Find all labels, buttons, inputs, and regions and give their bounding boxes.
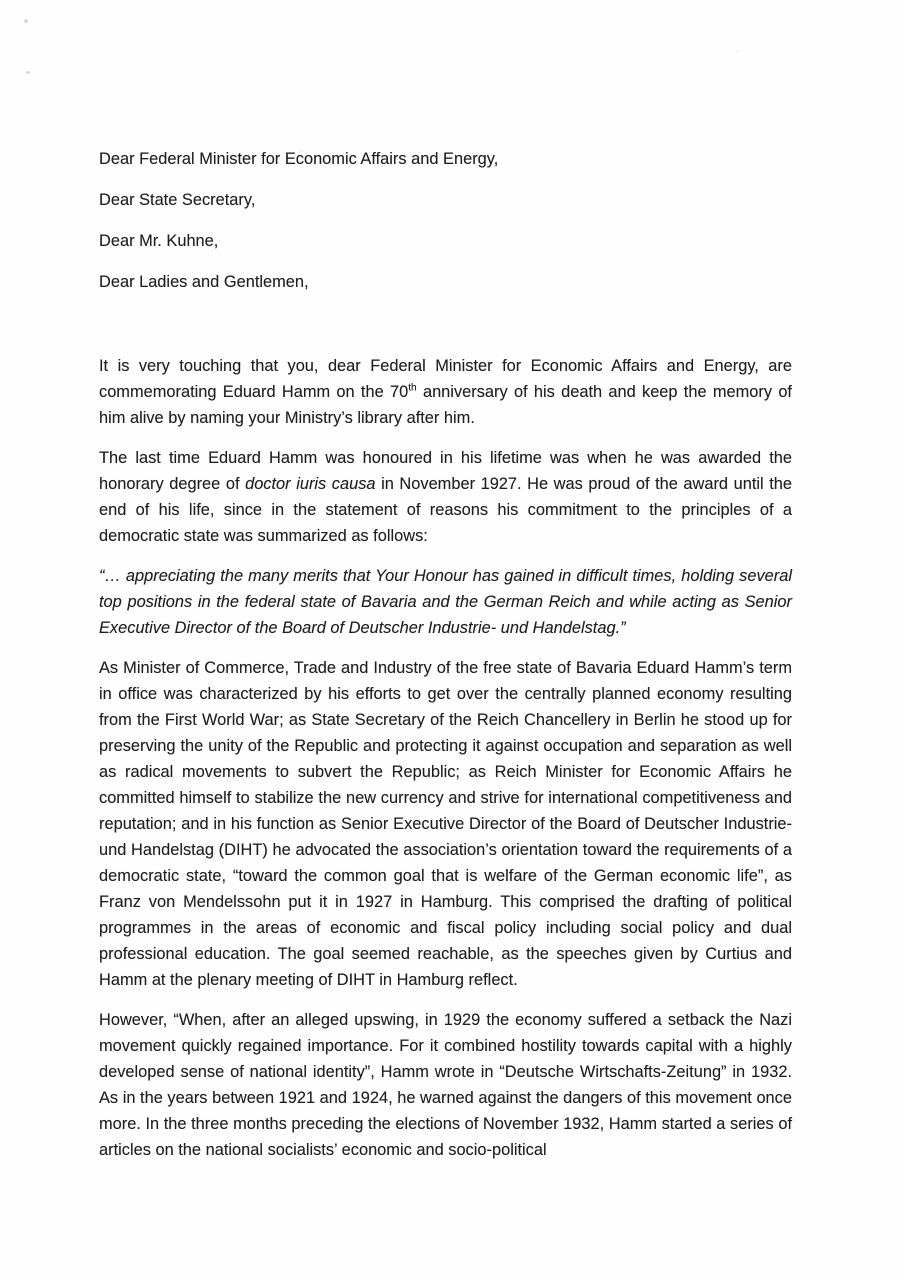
text-run: in November 1927. He was proud of the award until the end of his life, since in the statement of reasons his commitment to the principles of a democratic state was summarized as follows:: [99, 475, 793, 545]
text-run: anniversary of his death and keep the memory of him alive by naming your Ministry’s library after him.: [99, 383, 792, 427]
text-run: As Minister of Commerce, Trade and Industry of the free state of Bavaria Eduard Hamm’s term in office was characterized by his efforts to get over the centrally planned economy resulting from the First World War; as State Secretary of the Reich Chancellery in Berlin he stood up for preserving the unity of the Republic and protecting it against occupation and separation as well as radical movements to subvert the Republic; as Reich Minister for Economic Affairs he committed himself to stabilize the new currency and strive for international competitiveness and reputation; and in his function as Senior Executive Director of the Board of Deutscher Industrie- und Handelstag (DIHT) he advocated the association’s orientation toward the requirements of a democratic state, “toward the common goal that is welfare of the German economic life”, as Franz von Mendelssohn put it in 1927 in Hamburg. This comprised the drafting of political programmes in the areas of economic and fiscal policy including social policy and dual professional education. The goal seemed reachable, as the speeches given by Curtius and Hamm at the plenary meeting of DIHT in Hamburg reflect.: [99, 659, 792, 989]
text-run: It is very touching that you, dear Federal Minister for Economic Affairs and Energy, are commemorating Eduard Hamm on the 70: [99, 357, 792, 401]
paragraph: [99, 655, 792, 993]
paragraph: [99, 353, 792, 431]
salutation-line: Dear State Secretary,: [99, 191, 256, 209]
salutation-line: Dear Mr. Kuhne,: [99, 232, 219, 250]
paragraph: [99, 445, 792, 549]
paragraph: [99, 563, 792, 641]
scan-speckle: [736, 50, 738, 52]
italic-text: doctor iuris causa: [245, 475, 376, 493]
text-run: The last time Eduard Hamm was honoured in his lifetime was when he was awarded the honorary degree of: [99, 449, 792, 493]
text-run: However, “When, after an alleged upswing, in 1929 the economy suffered a setback the Nazi movement quickly regained importance. For it combined hostility towards capital with a highly developed sense of national identity”, Hamm wrote in “Deutsche Wirtschafts-Zeitung” in 1932. As in the years between 1921 and 1924, he warned against the dangers of this movement once more. In the three months preceding the elections of November 1932, Hamm started a series of articles on the national socialists’ economic and socio-political: [99, 1011, 792, 1159]
scan-speckle: [24, 19, 28, 23]
letter-body: [99, 146, 792, 1177]
paragraph-list: [99, 353, 792, 1177]
salutation-line: Dear Ladies and Gentlemen,: [99, 273, 309, 291]
text-run: “… appreciating the many merits that Your Honour has gained in difficult times, holding several top positions in the federal state of Bavaria and the German Reich and while acting as Senior Executive Director of the Board of Deutscher Industrie- und Handelstag.”: [99, 567, 792, 637]
salutation-line: Dear Federal Minister for Economic Affairs and Energy,: [99, 150, 499, 168]
scan-speckle: [26, 71, 30, 74]
superscript-text: th: [408, 382, 417, 394]
paragraph: [99, 1007, 792, 1163]
